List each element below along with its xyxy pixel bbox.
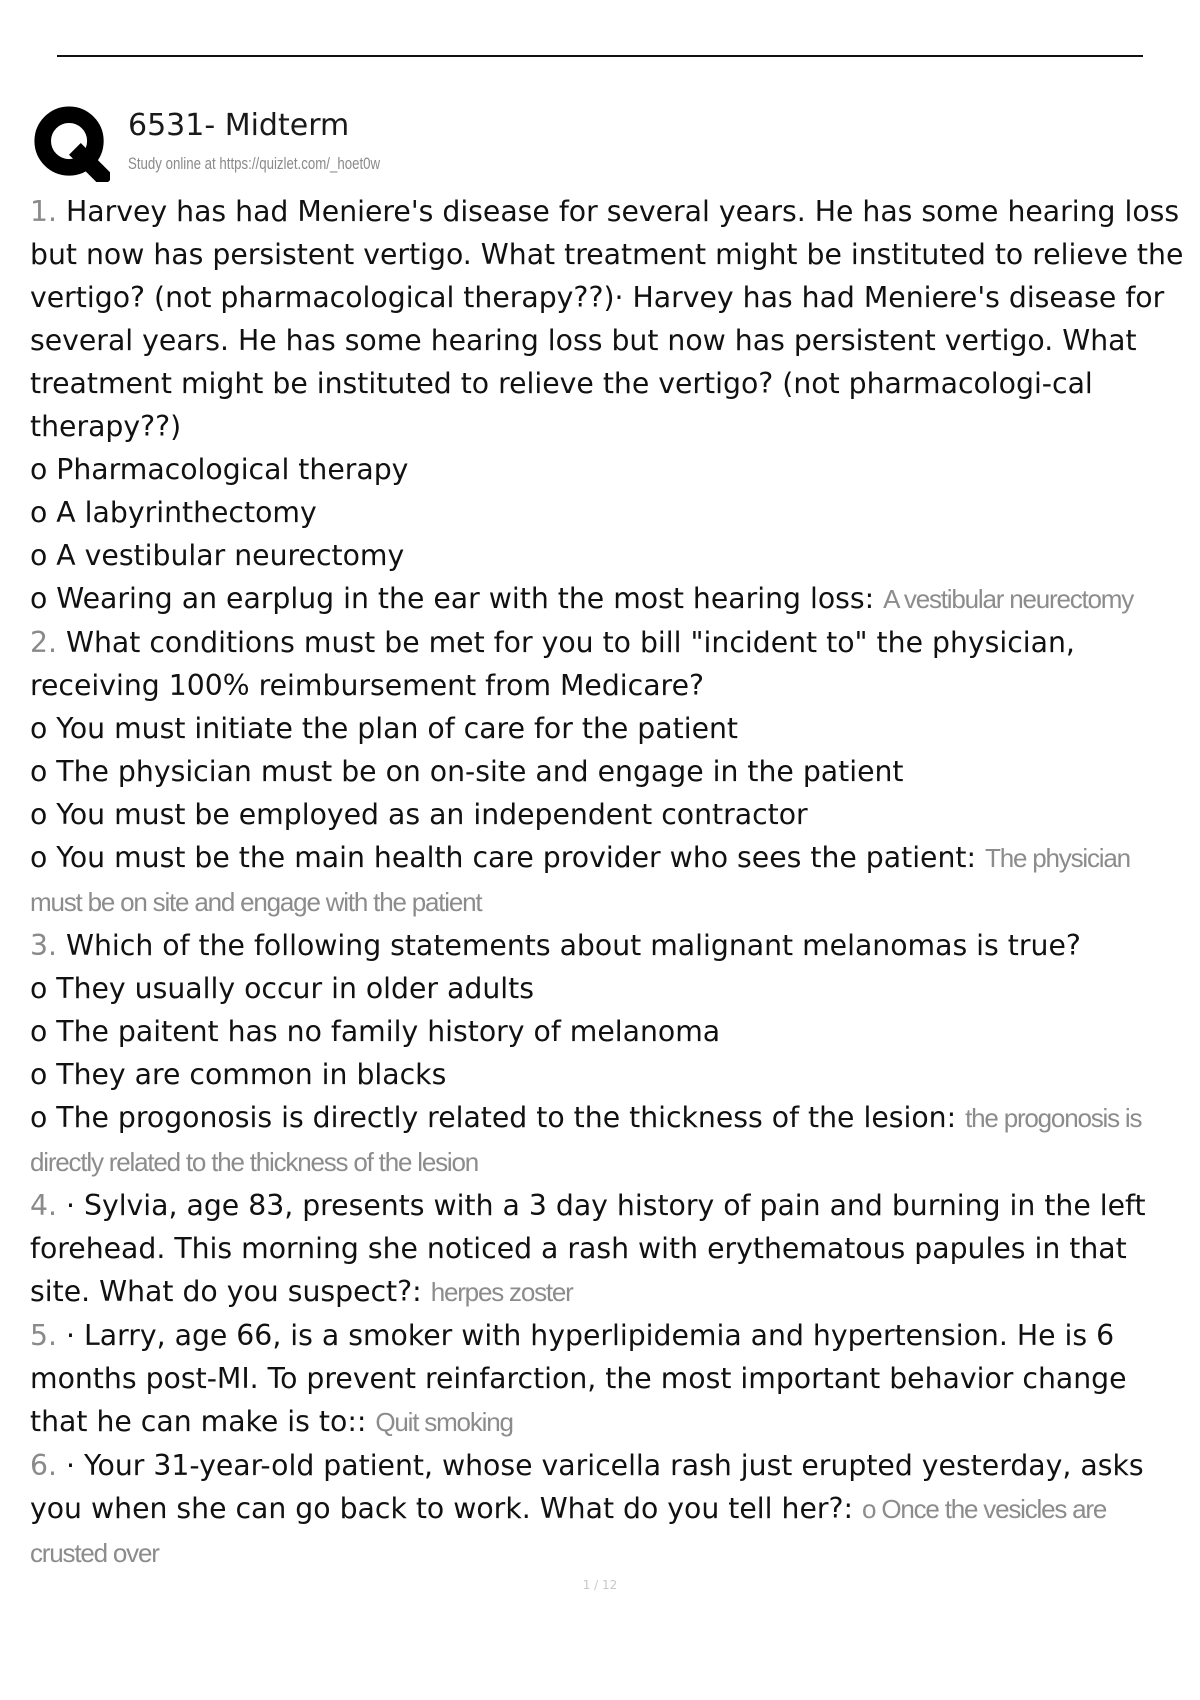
answer-option: o They are common in blacks [30,1058,447,1091]
question-number: 6. [30,1449,57,1482]
question-stem [30,1314,1185,1444]
question-text: Which of the following statements about malignant melanomas is true? [66,929,1081,962]
question-list [30,190,1185,1575]
question-stem [30,190,1185,448]
question-item [30,190,1185,621]
page-number: 1 / 12 [582,1578,618,1592]
question-number: 5. [30,1319,57,1352]
question-number: 4. [30,1189,57,1222]
answer-option-text: o The progonosis is directly related to the thickness of the lesion: [30,1101,957,1134]
question-item [30,1184,1185,1314]
quizlet-logo-icon [32,104,110,182]
answer-option: o You must be employed as an independent contractor [30,798,808,831]
question-stem [30,924,1185,967]
answer-option-text: o Wearing an earplug in the ear with the most hearing loss: [30,582,875,615]
question-text: Harvey has had Meniere's disease for several years. He has some hearing loss but now has persistent vertigo. What treatment might be instituted to relieve the vertigo? (not pharmacological therapy??)· Harvey has had Meniere's disease for several years. He has some hearing loss but now has persistent vertigo. What treatment might be instituted to relieve the vertigo? (not pharmacologi-cal therapy??) [30,195,1184,443]
question-stem [30,621,1185,707]
correct-answer: o Once the vesicles are crusted over [30,1494,1107,1568]
answer-option: o A vestibular neurectomy [30,539,405,572]
answer-option-last [30,1096,1185,1184]
question-item [30,1444,1185,1575]
question-text: · Your 31-year-old patient, whose varicella rash just erupted yesterday, asks you when she can go back to work. What do you tell her?: [30,1449,1144,1525]
answer-option-last [30,577,1185,621]
question-number: 2. [30,626,57,659]
top-rule [57,55,1143,57]
answer-option: o A labyrinthectomy [30,496,317,529]
question-item [30,1314,1185,1444]
correct-answer: The physician must be on site and engage with the patient [30,843,1130,917]
question-item [30,621,1185,924]
answer-option: o Pharmacological therapy [30,453,409,486]
answer-option: o The physician must be on on-site and engage in the patient [30,755,904,788]
question-text: What conditions must be met for you to bill "incident to" the physician, receiving 100% reimbursement from Medicare? [30,626,1075,702]
question-number: 1. [30,195,57,228]
correct-answer: Quit smoking [375,1407,513,1437]
question-text: · Sylvia, age 83, presents with a 3 day history of pain and burning in the left forehead. This morning she noticed a rash with erythematous papules in that site. What do you suspect?: [30,1189,1146,1308]
answer-option-last [30,836,1185,924]
question-stem [30,1444,1185,1575]
question-stem [30,1184,1185,1314]
correct-answer: herpes zoster [430,1277,573,1307]
correct-answer: A vestibular neurectomy [883,584,1134,614]
answer-option: o You must initiate the plan of care for the patient [30,712,739,745]
correct-answer: the progonosis is directly related to the thickness of the lesion [30,1103,1142,1177]
answer-option-text: o You must be the main health care provider who sees the patient: [30,841,977,874]
question-text: · Larry, age 66, is a smoker with hyperlipidemia and hypertension. He is 6 months post-MI. To prevent reinfarction, the most important behavior change that he can make is to:: [30,1319,1127,1438]
page-title: 6531- Midterm [128,108,350,143]
page-subtitle: Study online at https://quizlet.com/_hoet0w [128,154,381,173]
question-number: 3. [30,929,57,962]
question-item [30,924,1185,1184]
answer-option: o The paitent has no family history of melanoma [30,1015,721,1048]
answer-option: o They usually occur in older adults [30,972,534,1005]
